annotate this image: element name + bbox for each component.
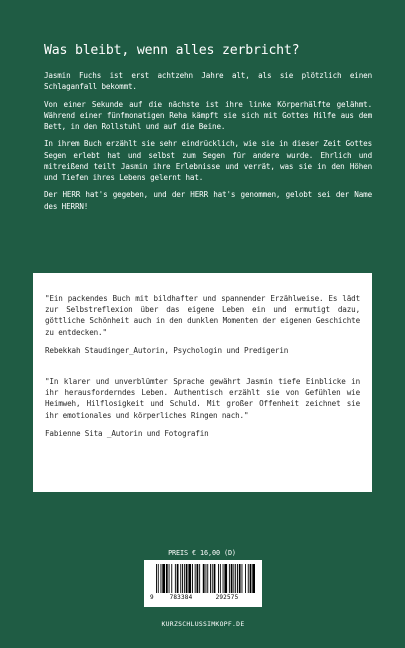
barcode-bar xyxy=(229,564,230,593)
blurb-paragraph: Jasmin Fuchs ist erst achtzehn Jahre alt, als sie plötzlich einen Schlaganfall bekommt. xyxy=(44,71,372,92)
barcode-bar xyxy=(161,564,162,593)
barcode-bar xyxy=(207,564,208,593)
barcode-bar xyxy=(197,564,199,593)
blurb-text xyxy=(44,70,372,218)
barcode-bar xyxy=(245,564,246,593)
barcode-bar xyxy=(242,564,243,593)
barcode-bar xyxy=(231,564,233,593)
blurb-paragraph: In ihrem Buch erzählt sie sehr eindrücklich, wie sie in dieser Zeit Gottes Segen erlebt hat und selbst zum Segen für andere wurde. Ehrlich und mitreißend teilt Jasmin ihre Erlebnisse und verrät, was sie in den Höhen und Tiefen ihres Lebens gelernt hat. xyxy=(44,139,372,182)
barcode-bar xyxy=(169,564,170,593)
barcode-group-left: 783384 xyxy=(169,594,193,601)
barcode-bar xyxy=(199,564,200,593)
barcode-bar xyxy=(192,564,193,593)
barcode-bar xyxy=(203,564,205,593)
barcode-digit-first: 9 xyxy=(150,594,154,601)
barcode-bar xyxy=(252,564,255,593)
endorsement-quote: "Ein packendes Buch mit bildhafter und spannender Erzählweise. Es lädt zur Selbstreflexion über das eigene Leben ein und ermutigt dazu, göttliche Schönheit auch in den dunklen Momenten der eigenen Geschichte zu entdecken." xyxy=(45,294,360,337)
barcode-bar xyxy=(184,564,185,593)
barcode-bar xyxy=(212,564,213,593)
barcode-bar xyxy=(188,564,191,593)
barcode-bar xyxy=(177,564,179,593)
barcode-bar xyxy=(175,564,176,593)
headline: Was bleibt, wenn alles zerbricht? xyxy=(44,43,300,58)
blurb-paragraph: Von einer Sekunde auf die nächste ist ihre linke Körperhälfte gelähmt. Während einer fünfmonatigen Reha kämpft sie sich mit Gottes Hilfe aus dem Bett, in den Rollstuhl und auf die Beine. xyxy=(44,99,372,131)
barcode-digits xyxy=(150,594,256,601)
barcode-bar xyxy=(158,564,159,593)
barcode-bar xyxy=(186,564,188,593)
barcode-bar xyxy=(166,564,168,593)
barcode-bar xyxy=(182,564,183,593)
barcode-bar xyxy=(206,564,207,593)
barcode-bar xyxy=(162,564,165,593)
endorsement-box xyxy=(33,273,372,492)
barcode-bar xyxy=(235,564,236,593)
price-label: PREIS € 16,00 (D) xyxy=(168,549,236,557)
barcode-bar xyxy=(233,564,234,593)
barcode-bar xyxy=(218,564,219,593)
barcode-bar xyxy=(224,564,227,593)
barcode-bar xyxy=(180,564,181,593)
barcode-bar xyxy=(237,564,238,593)
barcode-bar xyxy=(210,564,211,593)
barcode-bar xyxy=(239,564,241,593)
publisher-website: KURZSCHLUSSIMKOPF.DE xyxy=(161,620,245,628)
barcode-bars xyxy=(150,564,256,593)
barcode-bar xyxy=(220,564,221,593)
barcode-bar xyxy=(248,564,249,593)
barcode-group-right: 292575 xyxy=(215,594,239,601)
endorsement-author: Fabienne Sita _Autorin und Fotografin xyxy=(45,428,209,438)
blurb-paragraph: Der HERR hat's gegeben, und der HERR hat's genommen, gelobt sei der Name des HERRN! xyxy=(44,190,372,211)
isbn-barcode xyxy=(144,560,262,607)
barcode-bar xyxy=(171,564,172,593)
endorsement-quote: "In klarer und unverblümter Sprache gewährt Jasmin tiefe Einblicke in ihr herausforderndes Leben. Authentisch erzählt sie von Gefühlen wie Heimweh, Hilflosigkeit und Schuld. Mit großer Offenheit zeichnet sie ihr emotionales und körperliches Ringen nach." xyxy=(45,377,360,420)
endorsement-author: Rebekkah Staudinger_Autorin, Psychologin und Predigerin xyxy=(45,345,289,355)
barcode-bar xyxy=(250,564,252,593)
barcode-bar xyxy=(223,564,224,593)
barcode-bar xyxy=(214,564,216,593)
barcode-bar xyxy=(195,564,196,593)
barcode-bar xyxy=(156,564,157,593)
